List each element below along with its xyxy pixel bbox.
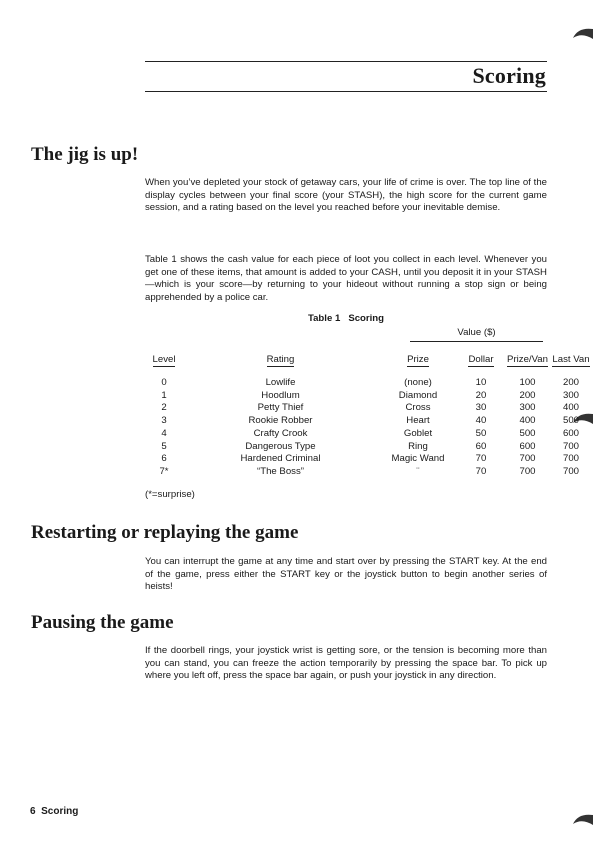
cell-prize-van: 500 [519, 427, 536, 439]
cell-prize-van: 400 [519, 415, 536, 427]
paragraph-pausing: If the doorbell rings, your joystick wrist is getting sore, or the tension is becoming more than you can stand, you can freeze the action temporarily by pressing the space bar. To pick up where you left off, press the space bar again, or push your joystick in any direction. [145, 645, 547, 681]
value-group-rule [410, 341, 543, 342]
cell-prize: Magic Wand [391, 453, 445, 465]
cell-prize-van: 700 [519, 453, 536, 465]
cell-level: 2 [161, 402, 167, 414]
page-footer: 6 Scoring [30, 806, 79, 817]
cell-level: 6 [161, 453, 167, 465]
cell-rating: Dangerous Type [245, 440, 316, 452]
table-caption-title: Scoring [348, 313, 385, 324]
section-heading-pausing: Pausing the game [31, 612, 174, 633]
table-row [145, 402, 591, 415]
cell-prize-van: 200 [519, 389, 536, 401]
cell-last-van: 300 [562, 389, 579, 401]
cell-prize-van: 700 [519, 465, 536, 477]
cell-level: 1 [161, 389, 167, 401]
table-row [145, 453, 591, 466]
cell-rating: Hardened Criminal [240, 453, 321, 465]
binder-tab-mark-bottom [572, 812, 594, 826]
cell-rating: Lowlife [265, 377, 296, 388]
cell-rating: “The Boss” [257, 465, 304, 477]
cell-last-van: 700 [562, 465, 579, 477]
cell-prize: Heart [406, 415, 430, 427]
cell-prize: Goblet [403, 427, 433, 439]
value-group-header: Value ($) [457, 327, 496, 338]
column-header-dollar: Dollar [468, 354, 494, 365]
cell-level: 3 [161, 415, 167, 427]
column-header-rating: Rating [266, 354, 295, 365]
cell-prize: (none) [404, 377, 432, 388]
column-header-prize: Prize [407, 354, 429, 365]
cell-last-van: 400 [562, 402, 579, 414]
table-row [145, 466, 591, 479]
cell-rating: Hoodlum [261, 389, 300, 401]
cell-last-van: 700 [562, 440, 579, 452]
cell-prize: ¨ [416, 465, 420, 477]
cell-last-van: 200 [562, 377, 579, 388]
cell-dollar: 60 [475, 440, 487, 452]
cell-last-van: 700 [562, 453, 579, 465]
cell-prize-van: 600 [519, 440, 536, 452]
table-footnote: (*=surprise) [145, 489, 195, 500]
section-heading-jig-is-up: The jig is up! [31, 144, 139, 165]
cell-prize: Diamond [398, 389, 438, 401]
column-header-prize-van: Prize/Van [507, 354, 548, 365]
cell-rating: Crafty Crook [253, 427, 308, 439]
table-row [145, 377, 591, 390]
binder-tab-mark-top [572, 26, 594, 40]
table-caption [145, 313, 547, 324]
header-rule-bottom [145, 91, 547, 92]
cell-prize: Cross [405, 402, 431, 414]
cell-dollar: 10 [475, 377, 487, 388]
cell-level: 5 [161, 440, 167, 452]
cell-level: 0 [161, 377, 167, 388]
cell-level: 7* [159, 465, 169, 477]
table-row [145, 441, 591, 454]
cell-dollar: 70 [475, 465, 487, 477]
table-row [145, 415, 591, 428]
paragraph-cash-value: Table 1 shows the cash value for each piece of loot you collect in each level. Whenever you get one of these items, that amount is added to your CASH, until you deposit it in your STASH—which is your score—by returning to your hideout without running a stop sign or being apprehended by a police car. [145, 254, 547, 303]
cell-dollar: 30 [475, 402, 487, 414]
cell-last-van: 500 [562, 415, 579, 427]
cell-rating: Rookie Robber [248, 415, 313, 427]
cell-prize: Ring [408, 440, 428, 452]
table-header-row [145, 349, 591, 367]
cell-dollar: 20 [475, 389, 487, 401]
chapter-title: Scoring [472, 63, 546, 88]
column-header-last-van: Last Van [552, 354, 590, 365]
paragraph-restarting: You can interrupt the game at any time and start over by pressing the START key. At the end of the game, press either the START key or the joystick button to begin another series of heists! [145, 556, 547, 592]
cell-dollar: 50 [475, 427, 487, 439]
cell-prize-van: 300 [519, 402, 536, 414]
table-row [145, 428, 591, 441]
paragraph-game-over: When you’ve depleted your stock of getaway cars, your life of crime is over. The top line of the display cycles between your final score (your STASH), the high score for the current game session, and a rating based on the level you reached before your inevitable demise. [145, 177, 547, 213]
cell-dollar: 70 [475, 453, 487, 465]
cell-level: 4 [161, 427, 167, 439]
header-rule-top [145, 61, 547, 62]
section-heading-restarting: Restarting or replaying the game [31, 522, 299, 543]
column-header-level: Level [152, 354, 176, 365]
table-caption-number: Table 1 [307, 313, 341, 324]
cell-rating: Petty Thief [257, 402, 304, 414]
cell-prize-van: 100 [519, 377, 536, 388]
scoring-table [145, 349, 591, 479]
cell-last-van: 600 [562, 427, 579, 439]
table-row [145, 390, 591, 403]
cell-dollar: 40 [475, 415, 487, 427]
